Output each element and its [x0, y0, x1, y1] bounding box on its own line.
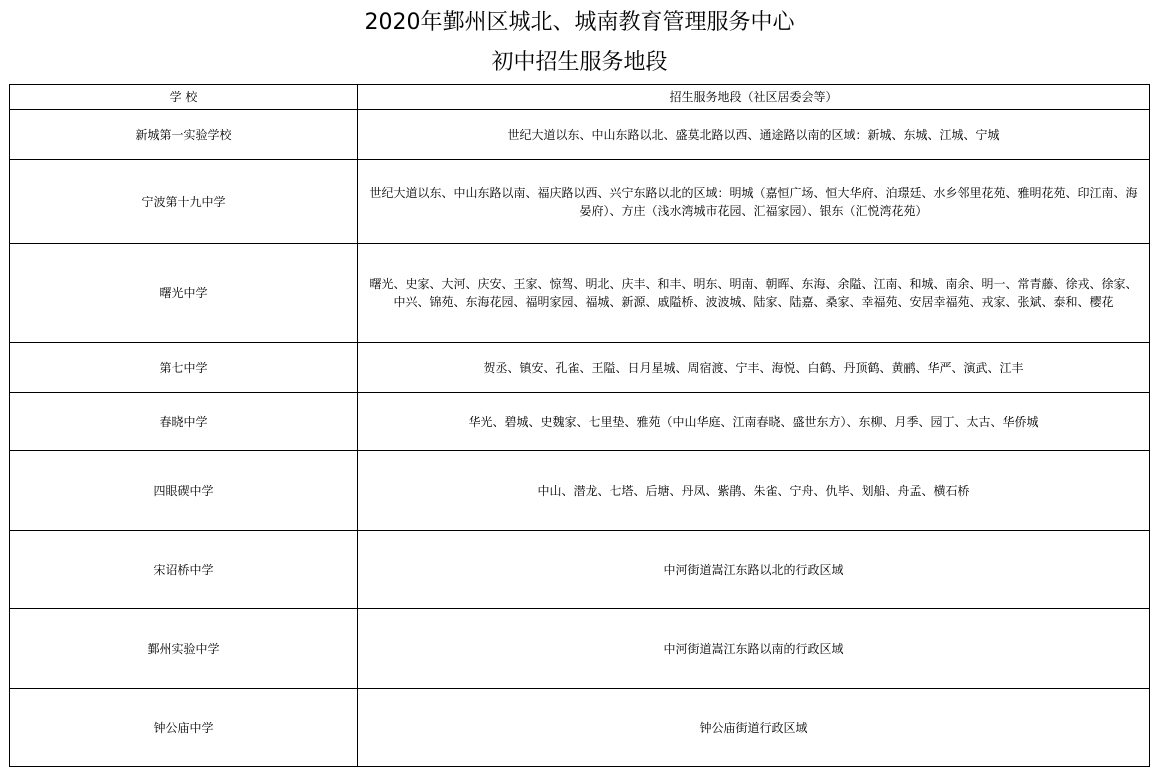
table-row	[10, 393, 1150, 451]
service-area: 华光、碧城、史魏家、七里垫、雅苑（中山华庭、江南春晓、盛世东方）、东柳、月季、园丁、太古、华侨城	[358, 393, 1150, 451]
school-name: 鄞州实验中学	[10, 609, 358, 689]
header-area: 招生服务地段（社区居委会等）	[358, 85, 1150, 110]
service-area: 贺丞、镇安、孔雀、王隘、日月星城、周宿渡、宁丰、海悦、白鹤、丹顶鹤、黄鹂、华严、演武、江丰	[358, 343, 1150, 393]
service-area: 中河街道嵩江东路以南的行政区域	[358, 609, 1150, 689]
table-row	[10, 531, 1150, 609]
school-name: 曙光中学	[10, 244, 358, 343]
table-row	[10, 110, 1150, 160]
table-row	[10, 689, 1150, 767]
enrollment-table	[9, 84, 1150, 767]
school-name: 宁波第十九中学	[10, 160, 358, 244]
table-row	[10, 451, 1150, 531]
school-name: 第七中学	[10, 343, 358, 393]
page-subtitle: 初中招生服务地段	[491, 50, 668, 75]
school-name: 春晓中学	[10, 393, 358, 451]
service-area: 世纪大道以东、中山东路以南、福庆路以西、兴宁东路以北的区域：明城（嘉恒广场、恒大华府、泊璟廷、水乡邻里花苑、雅明花苑、印江南、海晏府）、方庄（浅水湾城市花园、汇福家园）、银东（汇悦湾花苑）	[358, 160, 1150, 244]
table-row	[10, 244, 1150, 343]
header-school: 学 校	[10, 85, 358, 110]
table-row	[10, 343, 1150, 393]
service-area: 曙光、史家、大河、庆安、王家、惊驾、明北、庆丰、和丰、明东、明南、朝晖、东海、余隘、江南、和城、南余、明一、常青藤、徐戎、徐家、中兴、锦苑、东海花园、福明家园、福城、新源、戚隘桥、波波城、陆家、陆嘉、桑家、幸福苑、安居幸福苑、戎家、张斌、泰和、樱花	[358, 244, 1150, 343]
service-area: 世纪大道以东、中山东路以北、盛莫北路以西、通途路以南的区域：新城、东城、江城、宁城	[358, 110, 1150, 160]
table-header-row	[10, 85, 1150, 110]
school-name: 新城第一实验学校	[10, 110, 358, 160]
school-name: 宋诏桥中学	[10, 531, 358, 609]
school-name: 四眼碶中学	[10, 451, 358, 531]
school-name: 钟公庙中学	[10, 689, 358, 767]
service-area: 中山、潜龙、七塔、后塘、丹凤、紫鹃、朱雀、宁舟、仇毕、划船、舟孟、横石桥	[358, 451, 1150, 531]
table-row	[10, 160, 1150, 244]
service-area: 中河街道嵩江东路以北的行政区域	[358, 531, 1150, 609]
page-title: 2020年鄞州区城北、城南教育管理服务中心	[364, 10, 795, 35]
table-row	[10, 609, 1150, 689]
service-area: 钟公庙街道行政区域	[358, 689, 1150, 767]
